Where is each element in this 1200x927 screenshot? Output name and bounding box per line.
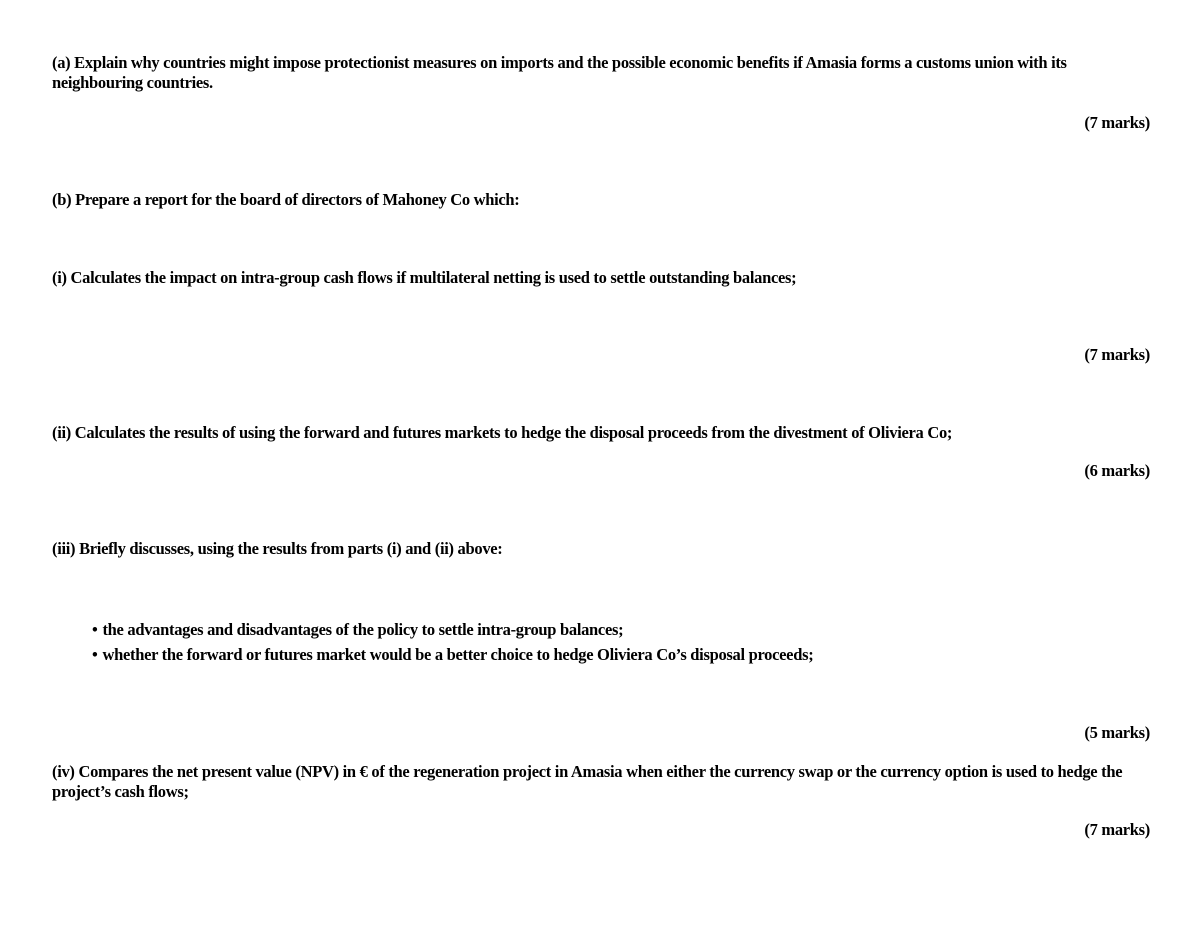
question-b-iii-bullet-list [92, 617, 1142, 667]
bullet-text: whether the forward or futures market would be a better choice to hedge Oliviera Co’s disposal proceeds; [102, 645, 814, 664]
question-b-iii-text: (iii) Briefly discusses, using the results from parts (i) and (ii) above: [52, 539, 503, 558]
question-b-i-marks: (7 marks) [1084, 345, 1150, 364]
bullet-icon: • [92, 645, 98, 664]
question-b-iv-text: (iv) Compares the net present value (NPV) in € of the regeneration project in Amasia when either the currency swap or the currency option is used to hedge the project’s cash flows; [52, 762, 1123, 801]
question-b-text: (b) Prepare a report for the board of directors of Mahoney Co which: [52, 190, 520, 209]
bullet-text: the advantages and disadvantages of the policy to settle intra-group balances; [102, 620, 624, 639]
bullet-item [92, 617, 1142, 642]
question-b-ii-text: (ii) Calculates the results of using the forward and futures markets to hedge the disposal proceeds from the divestment of Oliviera Co; [52, 423, 953, 442]
question-a-marks: (7 marks) [1084, 113, 1150, 132]
question-a-text: (a) Explain why countries might impose protectionist measures on imports and the possible economic benefits if Amasia forms a customs union with its neighbouring countries. [52, 53, 1067, 92]
bullet-icon: • [92, 620, 98, 639]
question-b-iii-marks: (5 marks) [1084, 723, 1150, 742]
bullet-item [92, 642, 1142, 667]
question-b-ii-marks: (6 marks) [1084, 461, 1150, 480]
question-b-i-text: (i) Calculates the impact on intra-group cash flows if multilateral netting is used to settle outstanding balances; [52, 268, 797, 287]
question-b-iv-marks: (7 marks) [1084, 820, 1150, 839]
